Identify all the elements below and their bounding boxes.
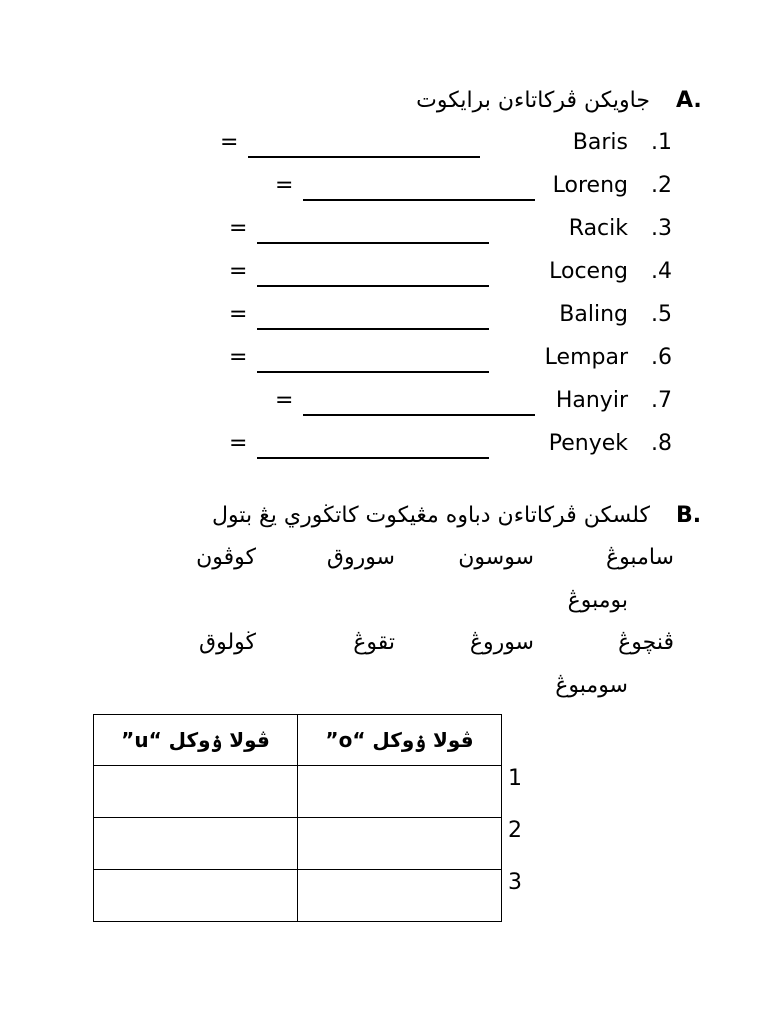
word-bank-item: سومبوڠ (555, 673, 628, 698)
equals-sign: = (229, 259, 248, 284)
answer-blank[interactable] (257, 285, 489, 287)
item-word: Loceng (549, 259, 628, 284)
answer-blank[interactable] (248, 156, 480, 158)
table-row (94, 870, 502, 922)
answer-cell[interactable] (94, 870, 298, 922)
item-number: .3 (651, 216, 672, 241)
item-word: Lempar (544, 345, 628, 370)
item-word: Racik (568, 216, 628, 241)
answer-blank[interactable] (257, 371, 489, 373)
answer-table (93, 714, 502, 922)
answer-blank[interactable] (303, 199, 535, 201)
word-bank-item: سوروڠ (469, 630, 534, 655)
answer-cell[interactable] (298, 818, 502, 870)
equals-sign: = (229, 431, 248, 456)
table-row-number: 3 (508, 870, 522, 895)
table-row (94, 818, 502, 870)
word-bank-item: تقوڠ (353, 630, 395, 655)
equals-sign: = (229, 216, 248, 241)
answer-blank[interactable] (257, 457, 489, 459)
item-word: Baling (559, 302, 628, 327)
word-bank-item: ڤنچوڠ (618, 630, 674, 655)
answer-blank[interactable] (303, 414, 535, 416)
answer-blank[interactable] (257, 328, 489, 330)
item-number: .6 (651, 345, 672, 370)
item-number: .2 (651, 173, 672, 198)
table-row-number: 2 (508, 818, 522, 843)
item-word: Penyek (548, 431, 628, 456)
section-b-letter: B. (676, 503, 702, 528)
table-header-u: ڤولا ۏوكل “u” (94, 715, 298, 766)
word-bank-item: سوسون (458, 545, 534, 570)
item-word: Hanyir (555, 388, 628, 413)
table-row (94, 766, 502, 818)
word-bank-item: بومبوڠ (567, 588, 628, 613)
answer-blank[interactable] (257, 242, 489, 244)
table-header-row (94, 715, 502, 766)
item-word: Baris (572, 130, 628, 155)
section-b-title: كلسكن ڤركاتاءن دباوه مڠيكوت كاتڬوري يڠ بتول (211, 503, 650, 528)
equals-sign: = (220, 130, 239, 155)
item-number: .5 (651, 302, 672, 327)
answer-cell[interactable] (94, 766, 298, 818)
table-header-o: ڤولا ۏوكل “o” (298, 715, 502, 766)
word-bank-item: ڬولوق (199, 630, 256, 655)
equals-sign: = (229, 345, 248, 370)
word-bank-item: كوڤون (196, 545, 256, 570)
answer-cell[interactable] (298, 766, 502, 818)
item-number: .1 (651, 130, 672, 155)
item-word: Loreng (552, 173, 628, 198)
answer-cell[interactable] (298, 870, 502, 922)
equals-sign: = (275, 388, 294, 413)
answer-cell[interactable] (94, 818, 298, 870)
section-a-title: جاويكن ڤركاتاءن برايكوت (416, 88, 650, 113)
word-bank-item: سامبوڠ (605, 545, 674, 570)
equals-sign: = (229, 302, 248, 327)
table-row-number: 1 (508, 766, 522, 791)
word-bank-item: سوروق (326, 545, 395, 570)
item-number: .7 (651, 388, 672, 413)
item-number: .4 (651, 259, 672, 284)
item-number: .8 (651, 431, 672, 456)
section-a-letter: A. (676, 88, 702, 113)
equals-sign: = (275, 173, 294, 198)
